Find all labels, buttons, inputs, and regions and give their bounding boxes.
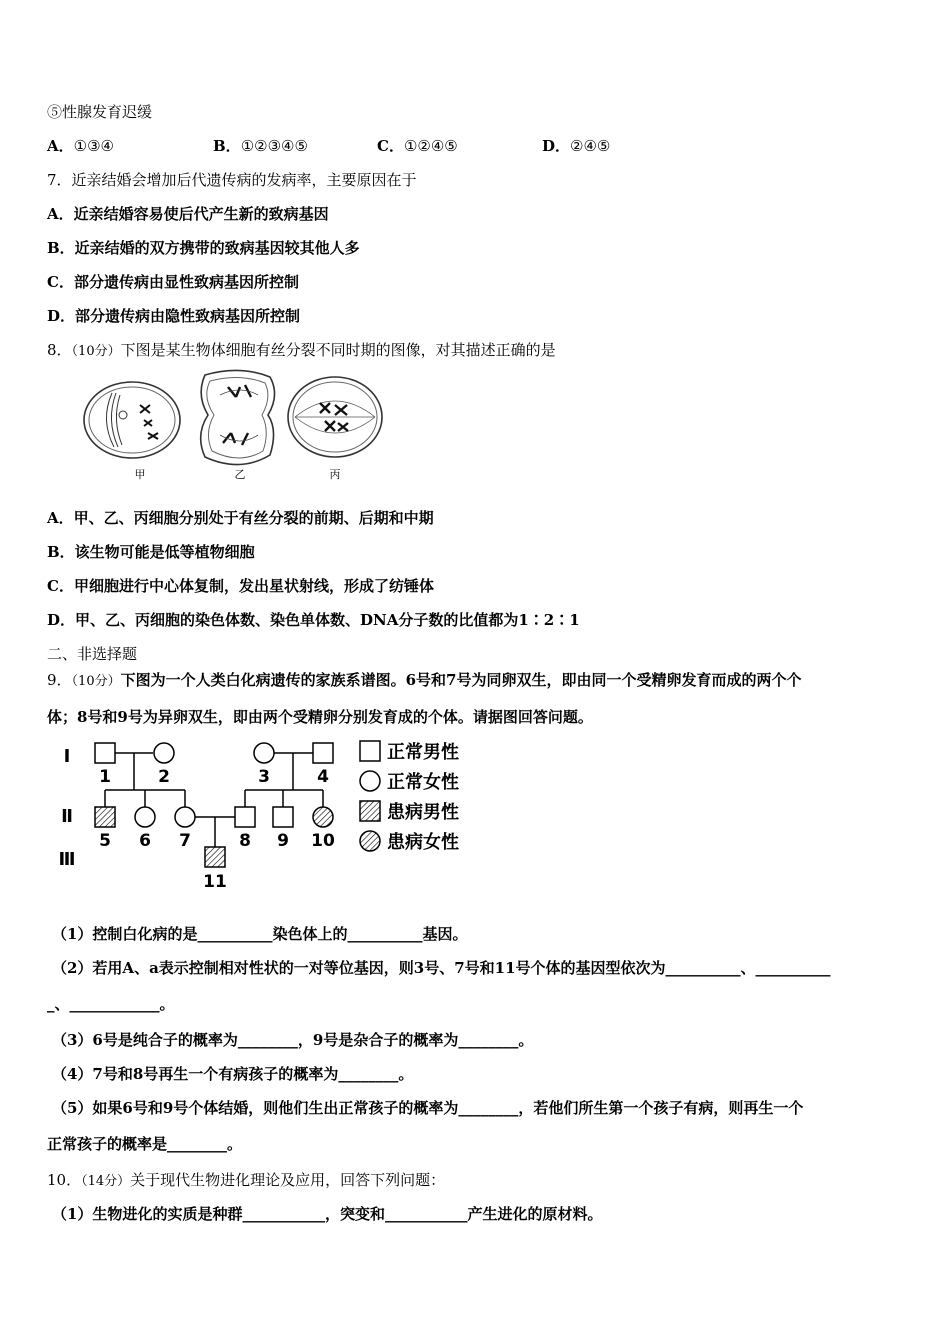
q7-option-d: D．部分遗传病由隐性致病基因所控制 [47,307,301,325]
legend-normal-male-icon [360,741,380,761]
individual-7 [175,807,195,827]
individual-2 [154,743,174,763]
cell-jia [84,382,180,458]
gen-label-1: Ⅰ [63,746,71,767]
legend-normal-female-icon [360,771,380,791]
q8-option-a: A．甲、乙、丙细胞分别处于有丝分裂的前期、后期和中期 [47,509,434,527]
legend-affected-male-icon [360,801,380,821]
num-1: 1 [99,767,111,787]
q9-sub5-line1: （5）如果6号和9号个体结婚，则他们生出正常孩子的概率为________，若他们所生第一个孩子有病，则再生一个 [52,1099,804,1117]
q9-sub1: （1）控制白化病的是__________染色体上的__________基因。 [52,925,468,943]
q6-option-b: B．①②③④⑤ [213,137,308,155]
q8-option-b: B．该生物可能是低等植物细胞 [47,543,255,561]
q8-stem: 8．（10分）下图是某生物体细胞有丝分裂不同时期的图像，对其描述正确的是 [47,341,556,359]
individual-9 [273,807,293,827]
individual-5 [95,807,115,827]
label-yi: 乙 [234,468,246,481]
section-title: 二、非选择题 [47,645,138,663]
gen-label-3: Ⅲ [58,849,76,870]
num-9: 9 [277,831,289,851]
label-jia: 甲 [134,468,146,481]
q9-sub5-line2: 正常孩子的概率是________。 [47,1135,243,1153]
individual-3 [254,743,274,763]
q10-sub1: （1）生物进化的实质是种群___________，突变和___________产生进化的原材料。 [52,1205,603,1223]
q8-option-c: C．甲细胞进行中心体复制，发出星状射线，形成了纺锤体 [47,577,434,595]
individual-6 [135,807,155,827]
q9-sub4: （4）7号和8号再生一个有病孩子的概率为________。 [52,1065,414,1083]
num-8: 8 [239,831,251,851]
individual-8 [235,807,255,827]
cell-yi [201,370,275,464]
num-5: 5 [99,831,111,851]
q7-stem: 7．近亲结婚会增加后代遗传病的发病率，主要原因在于 [47,171,417,189]
q6-option-a: A．①③④ [47,137,114,155]
q7-option-b: B．近亲结婚的双方携带的致病基因较其他人多 [47,239,360,257]
individual-10 [313,807,333,827]
individual-11 [205,847,225,867]
num-6: 6 [139,831,151,851]
q7-option-c: C．部分遗传病由显性致病基因所控制 [47,273,299,291]
individual-1 [95,743,115,763]
gen-label-2: Ⅱ [61,806,73,827]
pedigree-chart [55,735,475,895]
q9-stem-line1: 9．（10分）下图为一个人类白化病遗传的家族系谱图。6号和7号为同卵双生，即由同一个受精卵发育而成的两个个 [47,671,802,689]
num-7: 7 [179,831,191,851]
num-4: 4 [317,767,329,787]
q9-sub2-line2: _、____________。 [47,995,175,1013]
q9-sub2-line1: （2）若用A、a表示控制相对性状的一对等位基因，则3号、7号和11号个体的基因型依次为__________、__________ [52,959,831,977]
legend-affected-male: 患病男性 [387,802,459,823]
individual-4 [313,743,333,763]
num-3: 3 [258,767,270,787]
q9-stem-line2: 体；8号和9号为异卵双生，即由两个受精卵分别发育成的个体。请据图回答问题。 [47,708,593,726]
num-11: 11 [203,872,227,892]
mitosis-figure [80,365,390,490]
legend-normal-male: 正常男性 [387,742,459,763]
q7-option-a: A．近亲结婚容易使后代产生新的致病基因 [47,205,329,223]
q8-option-d: D．甲、乙、丙细胞的染色体数、染色单体数、DNA分子数的比值都为1∶2∶1 [47,611,580,629]
legend-affected-female: 患病女性 [387,832,459,853]
q6-option-c: C．①②④⑤ [377,137,458,155]
q6-item5: ⑤性腺发育迟缓 [47,103,153,121]
cell-bing [288,377,382,457]
label-bing: 丙 [329,468,341,481]
num-2: 2 [158,767,170,787]
legend-normal-female: 正常女性 [387,772,459,793]
q9-sub3: （3）6号是纯合子的概率为________，9号是杂合子的概率为________。 [52,1031,534,1049]
num-10: 10 [311,831,335,851]
legend-affected-female-icon [360,831,380,851]
q6-option-d: D．②④⑤ [542,137,611,155]
q10-stem: 10．（14分）关于现代生物进化理论及应用，回答下列问题： [47,1171,446,1189]
